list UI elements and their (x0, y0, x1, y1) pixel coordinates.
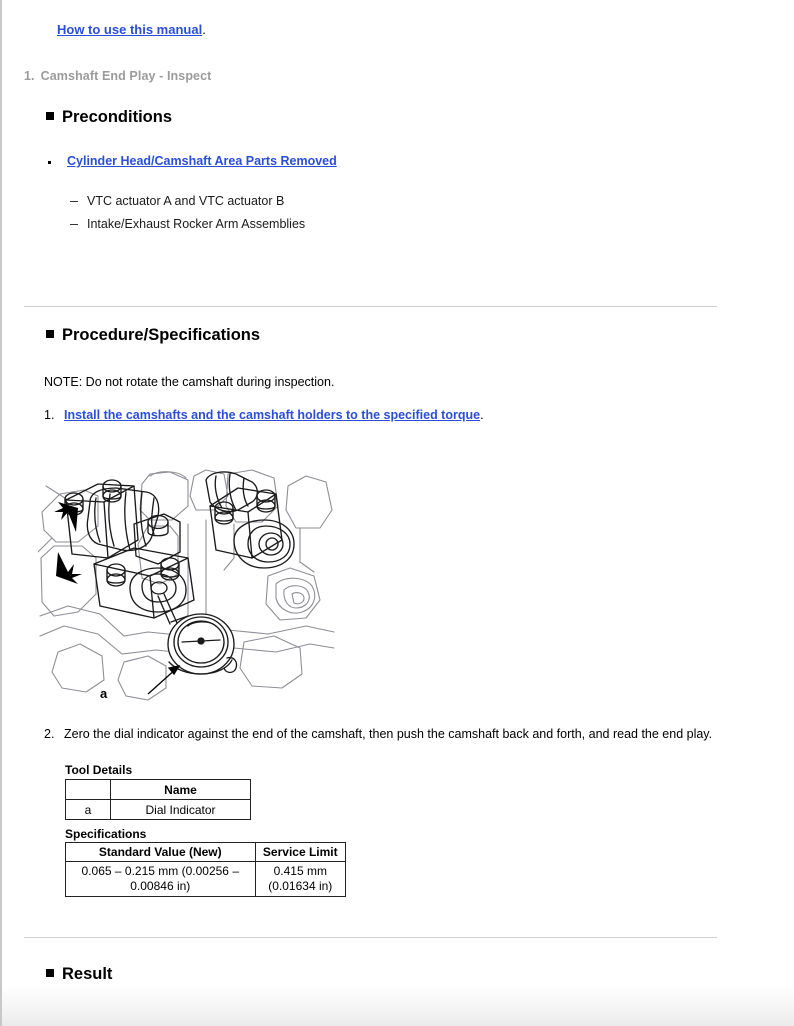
install-camshafts-torque-link[interactable]: Install the camshafts and the camshaft holders to the specified torque (64, 408, 481, 422)
section-divider (24, 306, 717, 307)
motion-arrow-up-icon (54, 502, 78, 532)
standard-value-cell: 0.065 – 0.215 mm (0.00256 – 0.00846 in) (66, 862, 256, 897)
page-bottom-fade (2, 986, 794, 1026)
how-to-use-manual-row (57, 22, 206, 37)
dial-indicator-graphic (158, 594, 237, 674)
preconditions-heading-text: Preconditions (62, 108, 173, 126)
table-row (66, 800, 251, 820)
table-header-row (66, 843, 346, 862)
tool-name-cell: Dial Indicator (111, 800, 251, 820)
cylinder-head-parts-removed-link[interactable]: Cylinder Head/Camshaft Area Parts Removed (67, 154, 337, 168)
camshaft-end-play-figure (38, 466, 338, 711)
bullet-icon (48, 161, 51, 164)
step-number: 1. (44, 408, 55, 422)
list-item-label: Intake/Exhaust Rocker Arm Assemblies (87, 217, 306, 231)
tool-name-header: Name (111, 780, 251, 800)
section-heading-result (46, 965, 112, 984)
step-2-text: Zero the dial indicator against the end of the camshaft, then push the camshaft back and forth, and read the end play. (64, 727, 713, 741)
tool-details-table (65, 779, 251, 820)
specifications-caption: Specifications (65, 827, 147, 841)
service-limit-cell: 0.415 mm (0.01634 in) (255, 862, 345, 897)
step-number: 2. (44, 727, 55, 741)
precondition-sublist (70, 194, 305, 240)
procedure-step-1 (44, 408, 484, 422)
engine-cylinder-head-diagram (38, 466, 338, 711)
procedure-step-2 (44, 727, 712, 741)
page-title-text: Camshaft End Play - Inspect (40, 69, 212, 83)
page-title (24, 69, 211, 83)
tool-id-header (66, 780, 111, 800)
procedure-note: NOTE: Do not rotate the camshaft during inspection. (44, 375, 335, 389)
table-row (66, 862, 346, 897)
page-title-number: 1. (24, 69, 35, 83)
result-heading-text: Result (62, 965, 113, 983)
precondition-link-row (48, 154, 337, 168)
dash-icon (70, 224, 78, 225)
section-heading-procedure-specifications (46, 326, 260, 345)
table-header-row (66, 780, 251, 800)
standard-value-header: Standard Value (New) (66, 843, 256, 862)
square-bullet-icon (46, 112, 54, 120)
specifications-table (65, 842, 346, 897)
how-to-use-manual-link[interactable]: How to use this manual (57, 22, 203, 37)
section-divider (24, 937, 717, 938)
list-item-label: VTC actuator A and VTC actuator B (87, 194, 285, 208)
figure-callout-label: a (100, 686, 108, 701)
service-limit-header: Service Limit (255, 843, 345, 862)
step-1-period: . (480, 408, 484, 422)
tool-id-cell: a (66, 800, 111, 820)
square-bullet-icon (46, 330, 54, 338)
square-bullet-icon (46, 969, 54, 977)
section-heading-preconditions (46, 108, 172, 127)
how-to-use-manual-period: . (202, 22, 206, 37)
list-item (70, 194, 305, 208)
tool-details-caption: Tool Details (65, 763, 133, 777)
dash-icon (70, 201, 78, 202)
list-item (70, 217, 305, 231)
procedure-heading-text: Procedure/Specifications (62, 326, 261, 344)
motion-arrow-down-icon (56, 552, 82, 584)
